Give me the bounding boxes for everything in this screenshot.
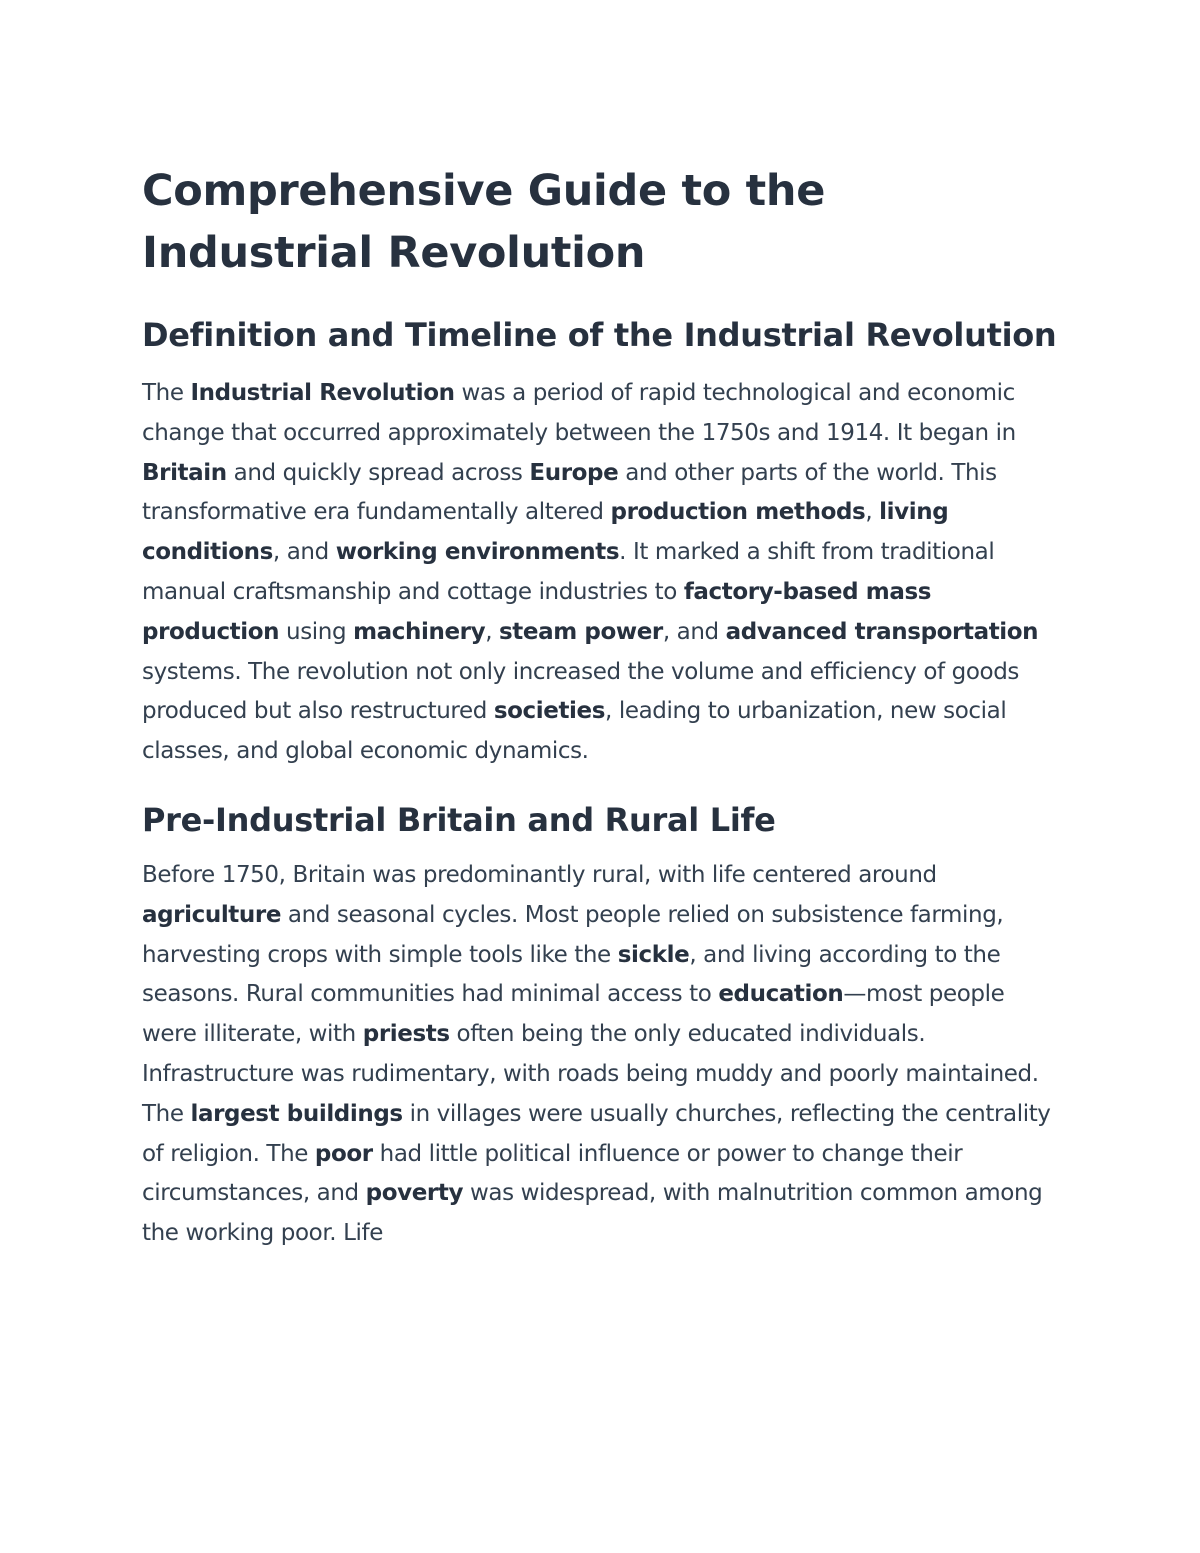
section-heading-pre-industrial: Pre-Industrial Britain and Rural Life <box>142 800 776 839</box>
bold-term: poverty <box>365 1180 464 1207</box>
text-run: , and <box>272 539 336 566</box>
bold-term: living conditions <box>142 499 949 566</box>
bold-term: production methods <box>610 499 866 526</box>
bold-term: agriculture <box>142 901 282 928</box>
bold-term: steam power <box>499 618 663 645</box>
text-run: . It marked a shift from traditional manual craftsmanship and cottage industries to <box>142 539 995 605</box>
text-run: using <box>279 618 354 645</box>
bold-term: Industrial Revolution <box>190 380 455 406</box>
text-run: , and living according to the seasons. Rural communities had minimal access to <box>142 941 1001 1008</box>
bold-term: advanced transportation <box>725 618 1039 645</box>
text-run: and other parts of the world. This transformative era fundamentally altered <box>142 459 997 526</box>
page-title: Comprehensive Guide to the Industrial Revolution <box>142 166 826 278</box>
paragraph-pre-industrial <box>142 856 1062 1254</box>
bold-term: education <box>718 981 844 1008</box>
bold-term: working environments <box>335 539 620 566</box>
text-run: and seasonal cycles. Most people relied on subsistence farming, harvesting crops with simple tools like the <box>142 901 1004 968</box>
paragraph-definition <box>142 374 1062 772</box>
bold-term: Europe <box>529 459 619 486</box>
text-run: , and <box>662 618 726 645</box>
bold-term: poor <box>314 1140 373 1167</box>
bold-term: sickle <box>617 941 690 968</box>
bold-term: priests <box>362 1021 450 1048</box>
text-run: The <box>142 380 191 406</box>
text-run: systems. The revolution not only increased the volume and efficiency of goods produced but also restructured <box>142 658 1019 725</box>
text-run: in villages were usually churches, reflecting the centrality of religion. The <box>142 1100 1051 1167</box>
text-run: was widespread, with malnutrition common among the working poor. Life <box>142 1180 1043 1247</box>
text-run: was a period of rapid technological and economic change that occurred approximately between the 1750s and 1914. It began in <box>142 380 1016 446</box>
bold-term: machinery <box>353 618 486 645</box>
text-run: often being the only educated individuals. Infrastructure was rudimentary, with roads being muddy and poorly maintained. The <box>142 1021 1039 1127</box>
text-run: , <box>485 618 500 645</box>
bold-term: factory-based mass production <box>142 578 932 645</box>
section-heading-definition: Definition and Timeline of the Industrial Revolution <box>142 316 1057 354</box>
text-run: , leading to urbanization, new social classes, and global economic dynamics. <box>142 698 1007 765</box>
text-run: , <box>865 499 880 526</box>
text-run: had little political influence or power to change their circumstances, and <box>142 1140 963 1207</box>
text-run: Before 1750, Britain was predominantly rural, with life centered around <box>142 861 937 888</box>
bold-term: Britain <box>142 459 227 486</box>
text-run: and quickly spread across <box>226 459 530 486</box>
document-page <box>142 160 1062 1254</box>
text-run: —most people were illiterate, with <box>142 981 1005 1048</box>
bold-term: largest buildings <box>190 1100 403 1127</box>
bold-term: societies <box>493 698 606 725</box>
